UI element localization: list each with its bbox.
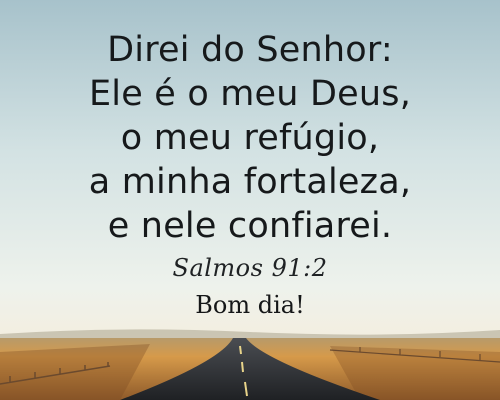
verse-text [0,28,500,248]
verse-line: Ele é o meu Deus, [88,74,412,114]
verse-line: a minha fortaleza, [88,162,412,202]
verse-line: o meu refúgio, [120,118,380,158]
greeting-text: Bom dia! [195,291,305,319]
verse-reference: Salmos 91:2 [172,254,328,282]
verse-line: Direi do Senhor: [107,30,393,70]
verse-line: e nele confiarei. [107,206,393,246]
